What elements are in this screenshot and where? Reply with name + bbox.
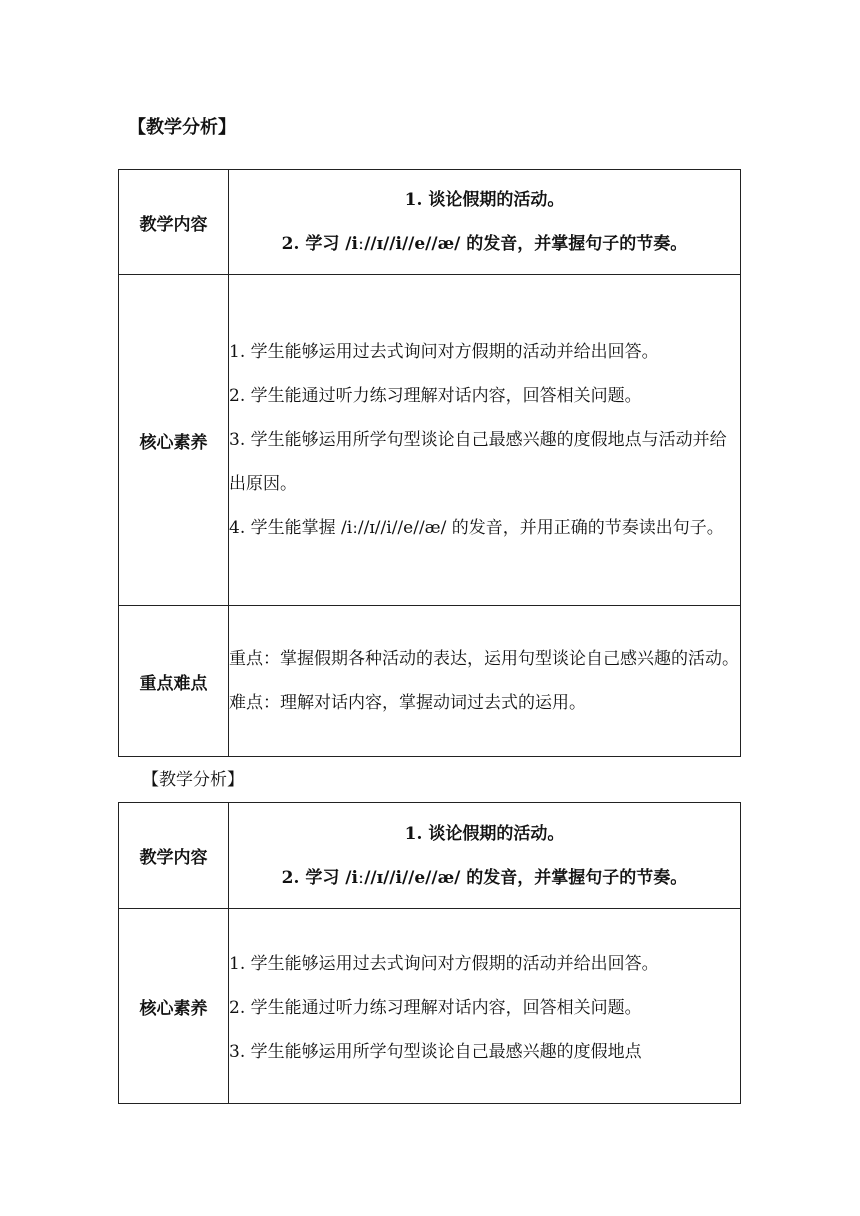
teaching-analysis-table: [118, 169, 741, 757]
list-item: 4. 学生能掌握 /iː//ɪ//i//e//æ/ 的发音，并用正确的节奏读出句子。: [229, 518, 724, 538]
content-line: 1. 谈论假期的活动。: [404, 823, 565, 844]
table-row-core-literacy: [119, 909, 741, 1104]
table-row-key-points: [119, 606, 741, 757]
list-item: 3. 学生能够运用所学句型谈论自己最感兴趣的度假地点: [229, 1042, 642, 1062]
section-heading: 【教学分析】: [142, 770, 244, 790]
list-item: 3. 学生能够运用所学句型谈论自己最感兴趣的度假地点与活动并给出原因。: [229, 430, 727, 494]
row-label: 核心素养: [119, 275, 229, 606]
section-heading: 【教学分析】: [128, 117, 236, 138]
list-item: 重点：掌握假期各种活动的表达，运用句型谈论自己感兴趣的活动。: [229, 649, 739, 669]
list-item: 1. 学生能够运用过去式询问对方假期的活动并给出回答。: [229, 954, 659, 974]
teaching-analysis-table: [118, 802, 741, 1104]
content-cell: [229, 170, 741, 275]
list-item: 2. 学生能通过听力练习理解对话内容，回答相关问题。: [229, 386, 642, 406]
content-cell: [229, 606, 741, 757]
content-cell: [229, 909, 741, 1104]
list-item: 难点：理解对话内容，掌握动词过去式的运用。: [229, 693, 586, 713]
list-item: 1. 学生能够运用过去式询问对方假期的活动并给出回答。: [229, 342, 659, 362]
content-line: 2. 学习 /iː//ɪ//i//e//æ/ 的发音，并掌握句子的节奏。: [281, 867, 688, 888]
content-cell: [229, 275, 741, 606]
table-row-teaching-content: [119, 170, 741, 275]
row-label: 核心素养: [119, 909, 229, 1104]
table-row-core-literacy: [119, 275, 741, 606]
table-row-teaching-content: [119, 803, 741, 909]
row-label: 教学内容: [119, 170, 229, 275]
row-label: 教学内容: [119, 803, 229, 909]
content-cell: [229, 803, 741, 909]
row-label: 重点难点: [119, 606, 229, 757]
content-line: 1. 谈论假期的活动。: [404, 190, 565, 210]
content-line: 2. 学习 /iː//ɪ//i//e//æ/ 的发音，并掌握句子的节奏。: [281, 234, 688, 254]
list-item: 2. 学生能通过听力练习理解对话内容，回答相关问题。: [229, 998, 642, 1018]
